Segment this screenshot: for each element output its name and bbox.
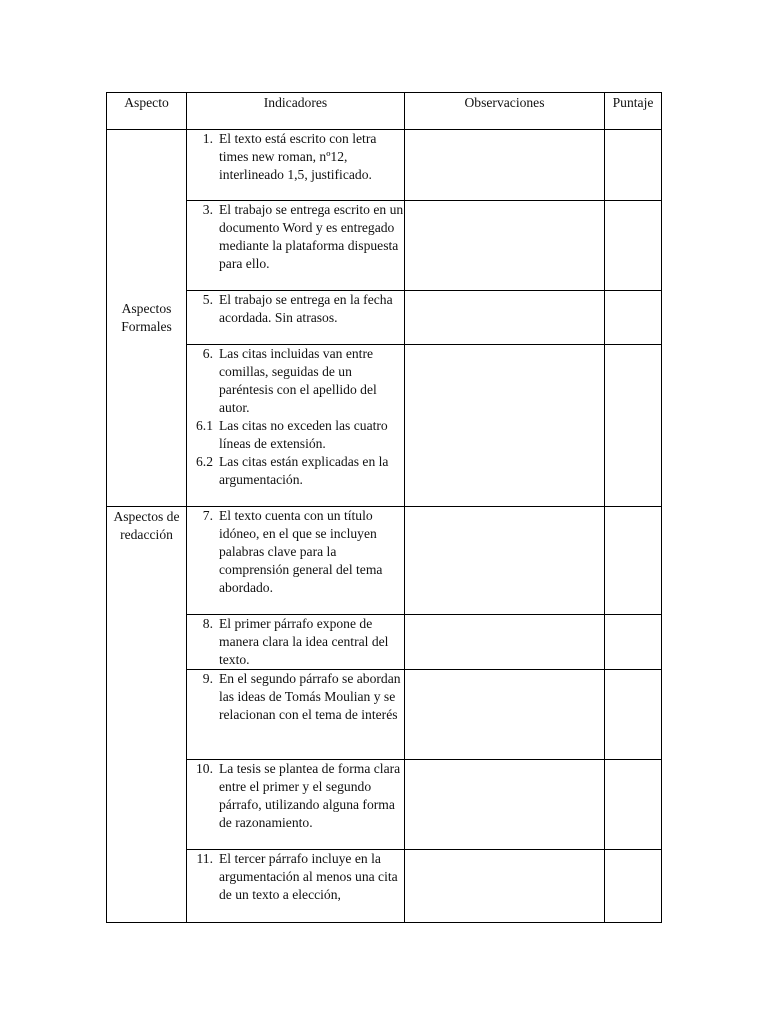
puntaje-cell[interactable] bbox=[605, 760, 662, 850]
indicator-number: 9. bbox=[202, 671, 213, 686]
header-indicadores: Indicadores bbox=[187, 93, 405, 130]
indicator-number: 6.2 bbox=[196, 454, 213, 469]
puntaje-cell[interactable] bbox=[605, 850, 662, 923]
table-row bbox=[107, 850, 662, 923]
indicator-item bbox=[187, 291, 404, 327]
puntaje-cell[interactable] bbox=[605, 507, 662, 615]
indicator-cell bbox=[187, 201, 405, 291]
observaciones-cell[interactable] bbox=[405, 201, 605, 291]
indicator-item bbox=[187, 130, 404, 184]
observaciones-cell[interactable] bbox=[405, 760, 605, 850]
indicator-item bbox=[187, 345, 404, 417]
indicator-text: Las citas están explicadas en la argumentación. bbox=[219, 454, 389, 487]
indicator-text: El texto está escrito con letra times new roman, nº12, interlineado 1,5, justificado. bbox=[219, 131, 377, 182]
header-puntaje: Puntaje bbox=[605, 93, 662, 130]
header-row bbox=[107, 93, 662, 130]
header-aspecto: Aspecto bbox=[107, 93, 187, 130]
indicator-number: 1. bbox=[202, 131, 213, 146]
observaciones-cell[interactable] bbox=[405, 291, 605, 345]
indicator-number: 5. bbox=[202, 292, 213, 307]
header-observaciones: Observaciones bbox=[405, 93, 605, 130]
observaciones-cell[interactable] bbox=[405, 850, 605, 923]
indicator-item bbox=[187, 507, 404, 597]
indicator-cell bbox=[187, 507, 405, 615]
indicator-number: 6.1 bbox=[196, 418, 213, 433]
indicator-text: El tercer párrafo incluye en la argumentación al menos una cita de un texto a elección, bbox=[219, 851, 398, 902]
indicator-number: 6. bbox=[202, 346, 213, 361]
puntaje-cell[interactable] bbox=[605, 670, 662, 760]
indicator-cell bbox=[187, 345, 405, 507]
indicator-text: El trabajo se entrega escrito en un documento Word y es entregado mediante la plataforma dispuesta para ello. bbox=[219, 202, 404, 271]
indicator-text: El trabajo se entrega en la fecha acordada. Sin atrasos. bbox=[219, 292, 393, 325]
table-row bbox=[107, 130, 662, 201]
indicator-number: 11. bbox=[196, 851, 213, 866]
table-row bbox=[107, 201, 662, 291]
indicator-number: 10. bbox=[196, 761, 213, 776]
table-row bbox=[107, 670, 662, 760]
indicator-cell bbox=[187, 130, 405, 201]
puntaje-cell[interactable] bbox=[605, 201, 662, 291]
table-row bbox=[107, 291, 662, 345]
puntaje-cell[interactable] bbox=[605, 130, 662, 201]
indicator-text: En el segundo párrafo se abordan las ideas de Tomás Moulian y se relacionan con el tema de interés bbox=[219, 671, 401, 722]
table-row bbox=[107, 507, 662, 615]
indicator-text: El primer párrafo expone de manera clara la idea central del texto. bbox=[219, 616, 389, 667]
observaciones-cell[interactable] bbox=[405, 670, 605, 760]
observaciones-cell[interactable] bbox=[405, 130, 605, 201]
indicator-cell bbox=[187, 850, 405, 923]
indicator-number: 7. bbox=[202, 508, 213, 523]
indicator-item bbox=[187, 201, 404, 273]
indicator-text: La tesis se plantea de forma clara entre el primer y el segundo párrafo, utilizando alguna forma de razonamiento. bbox=[219, 761, 401, 830]
indicator-cell bbox=[187, 615, 405, 670]
table-row bbox=[107, 615, 662, 670]
evaluation-rubric-table bbox=[106, 92, 662, 923]
indicator-cell bbox=[187, 291, 405, 345]
indicator-text: Las citas no exceden las cuatro líneas de extensión. bbox=[219, 418, 388, 451]
table-row bbox=[107, 760, 662, 850]
indicator-text: El texto cuenta con un título idóneo, en el que se incluyen palabras clave para la comprensión general del tema abordado. bbox=[219, 508, 383, 595]
indicator-number: 8. bbox=[202, 616, 213, 631]
aspect-cell-formales: Aspectos Formales bbox=[107, 130, 187, 507]
indicator-cell bbox=[187, 670, 405, 760]
puntaje-cell[interactable] bbox=[605, 345, 662, 507]
indicator-item bbox=[187, 850, 404, 904]
indicator-item bbox=[187, 615, 404, 669]
indicator-item bbox=[187, 417, 404, 453]
indicator-number: 3. bbox=[202, 202, 213, 217]
puntaje-cell[interactable] bbox=[605, 615, 662, 670]
observaciones-cell[interactable] bbox=[405, 615, 605, 670]
indicator-cell bbox=[187, 760, 405, 850]
indicator-text: Las citas incluidas van entre comillas, seguidas de un paréntesis con el apellido del autor. bbox=[219, 346, 377, 415]
puntaje-cell[interactable] bbox=[605, 291, 662, 345]
observaciones-cell[interactable] bbox=[405, 345, 605, 507]
indicator-item bbox=[187, 760, 404, 832]
table-row bbox=[107, 345, 662, 507]
indicator-item bbox=[187, 670, 404, 724]
observaciones-cell[interactable] bbox=[405, 507, 605, 615]
indicator-item bbox=[187, 453, 404, 489]
aspect-cell-redaccion: Aspectos de redacción bbox=[107, 507, 187, 923]
